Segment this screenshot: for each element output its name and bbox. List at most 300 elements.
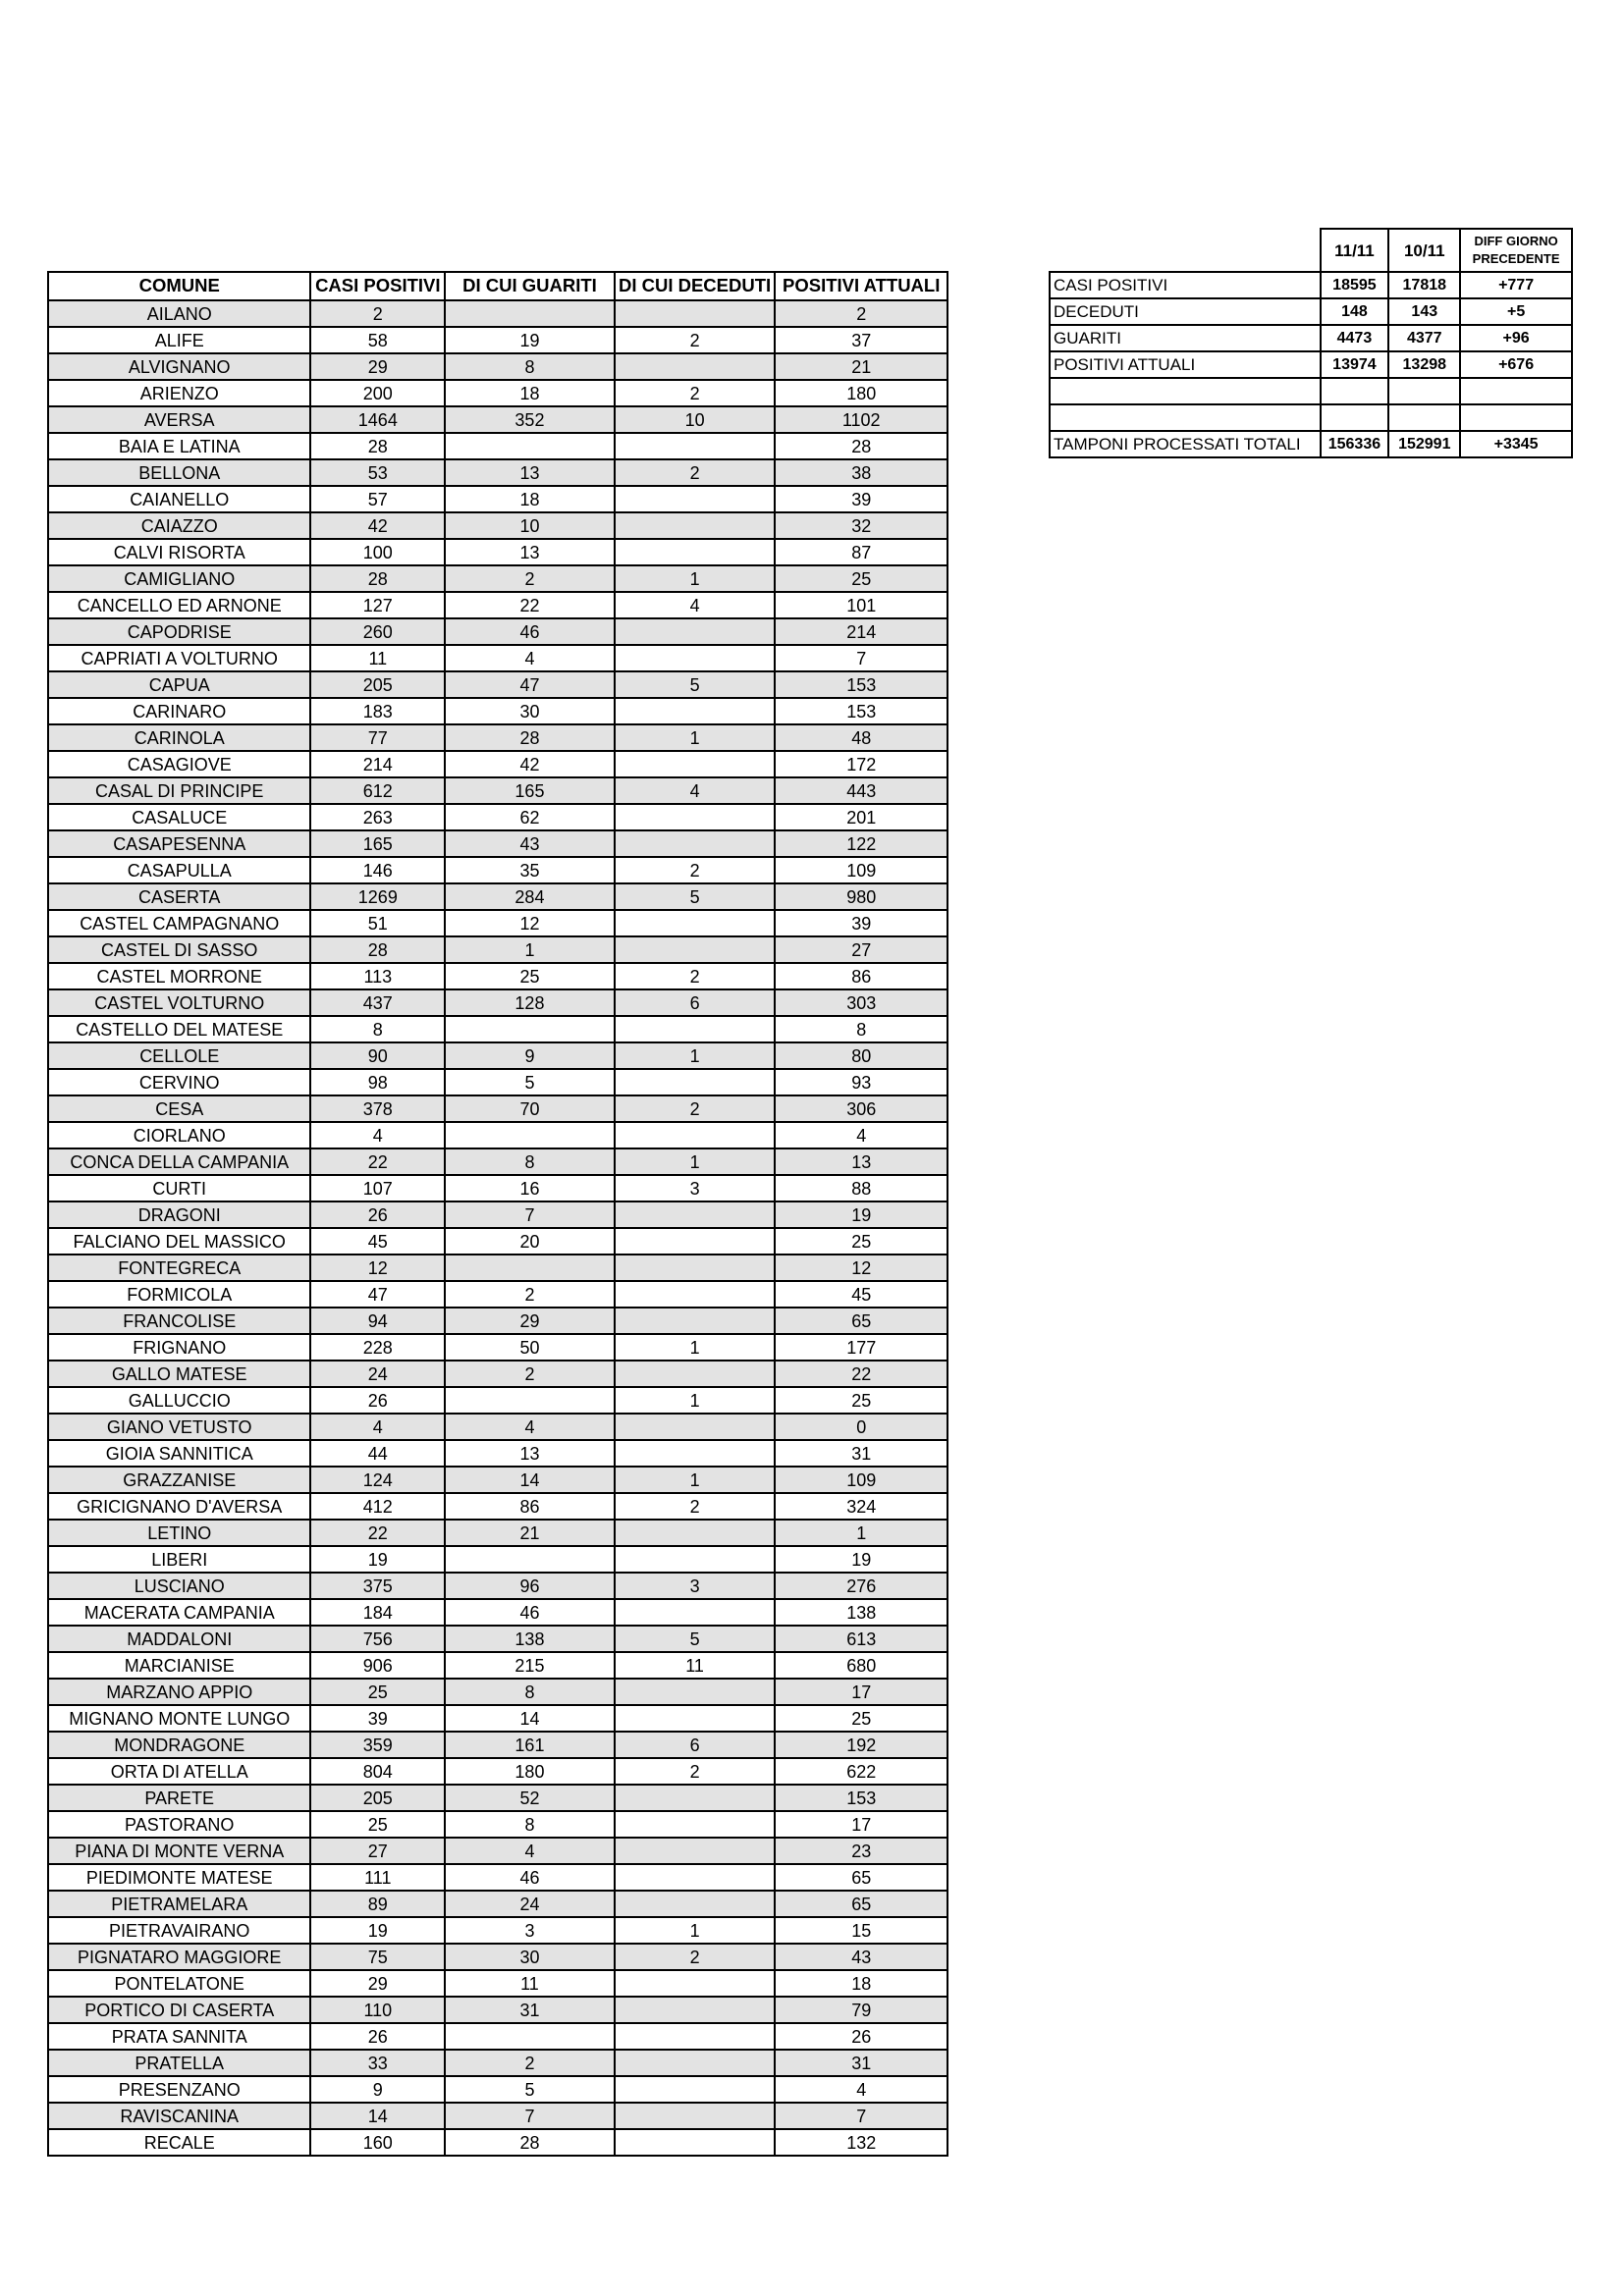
cell-guariti: 13 — [445, 539, 615, 565]
cell-deceduti — [615, 936, 776, 963]
cell-comune: PORTICO DI CASERTA — [48, 1997, 310, 2023]
summary-diff — [1460, 404, 1572, 431]
cell-comune: CASAGIOVE — [48, 751, 310, 777]
table-row — [48, 2050, 947, 2076]
cell-positivi-attuali: 613 — [775, 1626, 947, 1652]
cell-positivi-attuali: 93 — [775, 1069, 947, 1095]
summary-diff: +676 — [1460, 351, 1572, 378]
table-row — [48, 671, 947, 698]
table-row — [48, 1785, 947, 1811]
cell-casi-positivi: 12 — [310, 1255, 445, 1281]
cell-guariti: 13 — [445, 459, 615, 486]
cell-guariti: 70 — [445, 1095, 615, 1122]
cell-positivi-attuali: 122 — [775, 830, 947, 857]
cell-guariti: 4 — [445, 1414, 615, 1440]
cell-positivi-attuali: 980 — [775, 883, 947, 910]
cell-casi-positivi: 200 — [310, 380, 445, 406]
cell-deceduti — [615, 2103, 776, 2129]
summary-today: 156336 — [1321, 431, 1389, 457]
header-casi-positivi: CASI POSITIVI — [310, 272, 445, 300]
cell-comune: CAMIGLIANO — [48, 565, 310, 592]
comuni-table-body — [48, 300, 947, 2156]
table-row — [48, 698, 947, 724]
summary-row — [1050, 431, 1572, 457]
table-row — [48, 2023, 947, 2050]
cell-guariti: 5 — [445, 2076, 615, 2103]
cell-positivi-attuali: 2 — [775, 300, 947, 327]
cell-casi-positivi: 51 — [310, 910, 445, 936]
cell-positivi-attuali: 101 — [775, 592, 947, 618]
cell-casi-positivi: 110 — [310, 1997, 445, 2023]
cell-casi-positivi: 804 — [310, 1758, 445, 1785]
table-row — [48, 1493, 947, 1520]
summary-yesterday: 13298 — [1388, 351, 1460, 378]
cell-deceduti: 2 — [615, 857, 776, 883]
cell-positivi-attuali: 31 — [775, 1440, 947, 1467]
cell-comune: CASAPESENNA — [48, 830, 310, 857]
cell-deceduti — [615, 1599, 776, 1626]
cell-positivi-attuali: 25 — [775, 1387, 947, 1414]
table-row — [48, 618, 947, 645]
table-row — [48, 1732, 947, 1758]
cell-positivi-attuali: 37 — [775, 327, 947, 353]
cell-casi-positivi: 26 — [310, 2023, 445, 2050]
cell-deceduti — [615, 1281, 776, 1308]
cell-comune: GALLUCCIO — [48, 1387, 310, 1414]
cell-comune: LUSCIANO — [48, 1573, 310, 1599]
summary-row — [1050, 404, 1572, 431]
cell-comune: RAVISCANINA — [48, 2103, 310, 2129]
cell-comune: PRATELLA — [48, 2050, 310, 2076]
cell-deceduti — [615, 830, 776, 857]
table-row — [48, 963, 947, 989]
table-row — [48, 1838, 947, 1864]
cell-casi-positivi: 260 — [310, 618, 445, 645]
cell-guariti — [445, 1122, 615, 1148]
cell-deceduti — [615, 1811, 776, 1838]
table-row — [48, 1308, 947, 1334]
summary-row — [1050, 298, 1572, 325]
cell-deceduti: 4 — [615, 592, 776, 618]
cell-comune: FRIGNANO — [48, 1334, 310, 1361]
cell-guariti — [445, 2023, 615, 2050]
cell-guariti: 42 — [445, 751, 615, 777]
cell-guariti: 2 — [445, 1361, 615, 1387]
cell-guariti: 138 — [445, 1626, 615, 1652]
cell-guariti: 2 — [445, 1281, 615, 1308]
cell-comune: PARETE — [48, 1785, 310, 1811]
summary-header-row — [1050, 229, 1572, 272]
table-row — [48, 1334, 947, 1361]
header-guariti: DI CUI GUARITI — [445, 272, 615, 300]
cell-comune: MONDRAGONE — [48, 1732, 310, 1758]
cell-casi-positivi: 39 — [310, 1705, 445, 1732]
table-row — [48, 1626, 947, 1652]
cell-comune: ALVIGNANO — [48, 353, 310, 380]
cell-comune: GRICIGNANO D'AVERSA — [48, 1493, 310, 1520]
cell-positivi-attuali: 1 — [775, 1520, 947, 1546]
summary-today — [1321, 404, 1389, 431]
cell-casi-positivi: 612 — [310, 777, 445, 804]
cell-deceduti — [615, 1069, 776, 1095]
cell-guariti — [445, 1546, 615, 1573]
cell-comune: AILANO — [48, 300, 310, 327]
table-row — [48, 1281, 947, 1308]
cell-comune: CASERTA — [48, 883, 310, 910]
cell-comune: MARCIANISE — [48, 1652, 310, 1679]
cell-casi-positivi: 90 — [310, 1042, 445, 1069]
table-row — [48, 1016, 947, 1042]
cell-positivi-attuali: 79 — [775, 1997, 947, 2023]
cell-comune: CASAPULLA — [48, 857, 310, 883]
table-row — [48, 1148, 947, 1175]
summary-header-today: 11/11 — [1321, 229, 1389, 272]
summary-yesterday: 4377 — [1388, 325, 1460, 351]
cell-positivi-attuali: 32 — [775, 512, 947, 539]
cell-deceduti — [615, 2076, 776, 2103]
cell-deceduti — [615, 1520, 776, 1546]
table-row — [48, 645, 947, 671]
cell-positivi-attuali: 138 — [775, 1599, 947, 1626]
cell-positivi-attuali: 23 — [775, 1838, 947, 1864]
cell-guariti: 46 — [445, 1599, 615, 1626]
cell-comune: CASALUCE — [48, 804, 310, 830]
cell-casi-positivi: 75 — [310, 1944, 445, 1970]
cell-casi-positivi: 111 — [310, 1864, 445, 1891]
cell-comune: PIEDIMONTE MATESE — [48, 1864, 310, 1891]
cell-comune: GIOIA SANNITICA — [48, 1440, 310, 1467]
header-comune: COMUNE — [48, 272, 310, 300]
cell-guariti — [445, 300, 615, 327]
table-row — [48, 1944, 947, 1970]
cell-casi-positivi: 4 — [310, 1414, 445, 1440]
cell-deceduti — [615, 1785, 776, 1811]
cell-deceduti: 1 — [615, 1467, 776, 1493]
cell-positivi-attuali: 153 — [775, 1785, 947, 1811]
summary-label: CASI POSITIVI — [1050, 272, 1321, 298]
cell-comune: PIANA DI MONTE VERNA — [48, 1838, 310, 1864]
cell-positivi-attuali: 12 — [775, 1255, 947, 1281]
cell-comune: CANCELLO ED ARNONE — [48, 592, 310, 618]
cell-comune: PIGNATARO MAGGIORE — [48, 1944, 310, 1970]
cell-deceduti — [615, 539, 776, 565]
summary-today: 4473 — [1321, 325, 1389, 351]
cell-guariti: 14 — [445, 1705, 615, 1732]
cell-positivi-attuali: 15 — [775, 1917, 947, 1944]
cell-deceduti: 5 — [615, 883, 776, 910]
cell-positivi-attuali: 88 — [775, 1175, 947, 1201]
cell-positivi-attuali: 172 — [775, 751, 947, 777]
cell-positivi-attuali: 21 — [775, 353, 947, 380]
cell-deceduti — [615, 1997, 776, 2023]
summary-yesterday: 152991 — [1388, 431, 1460, 457]
cell-comune: PIETRAVAIRANO — [48, 1917, 310, 1944]
cell-guariti — [445, 1255, 615, 1281]
cell-casi-positivi: 378 — [310, 1095, 445, 1122]
cell-casi-positivi: 124 — [310, 1467, 445, 1493]
cell-deceduti — [615, 645, 776, 671]
cell-casi-positivi: 228 — [310, 1334, 445, 1361]
cell-casi-positivi: 412 — [310, 1493, 445, 1520]
cell-positivi-attuali: 132 — [775, 2129, 947, 2156]
cell-comune: FONTEGRECA — [48, 1255, 310, 1281]
cell-positivi-attuali: 7 — [775, 2103, 947, 2129]
cell-positivi-attuali: 19 — [775, 1546, 947, 1573]
cell-positivi-attuali: 7 — [775, 645, 947, 671]
cell-deceduti: 2 — [615, 459, 776, 486]
cell-guariti: 96 — [445, 1573, 615, 1599]
cell-casi-positivi: 28 — [310, 433, 445, 459]
cell-positivi-attuali: 31 — [775, 2050, 947, 2076]
cell-guariti: 4 — [445, 1838, 615, 1864]
cell-guariti: 9 — [445, 1042, 615, 1069]
table-row — [48, 486, 947, 512]
table-row — [48, 327, 947, 353]
cell-deceduti: 1 — [615, 1334, 776, 1361]
cell-casi-positivi: 375 — [310, 1573, 445, 1599]
cell-positivi-attuali: 4 — [775, 1122, 947, 1148]
table-row — [48, 989, 947, 1016]
cell-comune: LIBERI — [48, 1546, 310, 1573]
cell-comune: GIANO VETUSTO — [48, 1414, 310, 1440]
cell-casi-positivi: 22 — [310, 1520, 445, 1546]
cell-positivi-attuali: 8 — [775, 1016, 947, 1042]
summary-table-body — [1050, 272, 1572, 457]
cell-guariti: 7 — [445, 2103, 615, 2129]
cell-positivi-attuali: 214 — [775, 618, 947, 645]
summary-diff: +777 — [1460, 272, 1572, 298]
cell-deceduti — [615, 1440, 776, 1467]
summary-diff: +3345 — [1460, 431, 1572, 457]
summary-row — [1050, 378, 1572, 404]
cell-deceduti — [615, 1361, 776, 1387]
cell-guariti: 16 — [445, 1175, 615, 1201]
table-row — [48, 459, 947, 486]
table-row — [48, 1440, 947, 1467]
table-row — [48, 1122, 947, 1148]
cell-deceduti — [615, 1414, 776, 1440]
cell-comune: GRAZZANISE — [48, 1467, 310, 1493]
cell-deceduti: 1 — [615, 565, 776, 592]
cell-positivi-attuali: 27 — [775, 936, 947, 963]
cell-positivi-attuali: 201 — [775, 804, 947, 830]
cell-deceduti: 1 — [615, 1042, 776, 1069]
cell-guariti: 50 — [445, 1334, 615, 1361]
cell-casi-positivi: 9 — [310, 2076, 445, 2103]
cell-casi-positivi: 29 — [310, 353, 445, 380]
cell-deceduti — [615, 1864, 776, 1891]
cell-guariti: 31 — [445, 1997, 615, 2023]
cell-deceduti: 1 — [615, 1917, 776, 1944]
cell-guariti: 3 — [445, 1917, 615, 1944]
cell-deceduti — [615, 1891, 776, 1917]
cell-guariti: 29 — [445, 1308, 615, 1334]
summary-label: GUARITI — [1050, 325, 1321, 351]
cell-casi-positivi: 94 — [310, 1308, 445, 1334]
cell-positivi-attuali: 192 — [775, 1732, 947, 1758]
cell-positivi-attuali: 306 — [775, 1095, 947, 1122]
table-row — [48, 1546, 947, 1573]
cell-comune: CASTEL CAMPAGNANO — [48, 910, 310, 936]
cell-positivi-attuali: 65 — [775, 1308, 947, 1334]
cell-deceduti — [615, 804, 776, 830]
cell-casi-positivi: 98 — [310, 1069, 445, 1095]
cell-positivi-attuali: 87 — [775, 539, 947, 565]
cell-casi-positivi: 100 — [310, 539, 445, 565]
cell-guariti — [445, 1016, 615, 1042]
cell-guariti: 2 — [445, 2050, 615, 2076]
cell-deceduti: 2 — [615, 963, 776, 989]
cell-guariti: 35 — [445, 857, 615, 883]
table-row — [48, 300, 947, 327]
cell-guariti — [445, 1387, 615, 1414]
cell-comune: PONTELATONE — [48, 1970, 310, 1997]
summary-diff: +96 — [1460, 325, 1572, 351]
cell-guariti: 1 — [445, 936, 615, 963]
cell-deceduti: 5 — [615, 1626, 776, 1652]
summary-diff — [1460, 378, 1572, 404]
summary-yesterday: 143 — [1388, 298, 1460, 325]
cell-guariti: 52 — [445, 1785, 615, 1811]
cell-deceduti — [615, 353, 776, 380]
cell-guariti: 180 — [445, 1758, 615, 1785]
table-row — [48, 1042, 947, 1069]
comuni-table-header-row — [48, 272, 947, 300]
summary-header-diff: DIFF GIORNO PRECEDENTE — [1460, 229, 1572, 272]
cell-casi-positivi: 183 — [310, 698, 445, 724]
cell-guariti: 12 — [445, 910, 615, 936]
cell-comune: CAIAZZO — [48, 512, 310, 539]
cell-comune: CARINOLA — [48, 724, 310, 751]
table-row — [48, 1387, 947, 1414]
cell-casi-positivi: 756 — [310, 1626, 445, 1652]
cell-casi-positivi: 42 — [310, 512, 445, 539]
cell-guariti: 8 — [445, 1148, 615, 1175]
cell-deceduti: 10 — [615, 406, 776, 433]
cell-positivi-attuali: 13 — [775, 1148, 947, 1175]
cell-deceduti — [615, 1970, 776, 1997]
cell-guariti: 30 — [445, 698, 615, 724]
cell-comune: PIETRAMELARA — [48, 1891, 310, 1917]
cell-deceduti: 3 — [615, 1175, 776, 1201]
summary-row — [1050, 351, 1572, 378]
cell-casi-positivi: 184 — [310, 1599, 445, 1626]
cell-casi-positivi: 33 — [310, 2050, 445, 2076]
cell-deceduti: 11 — [615, 1652, 776, 1679]
cell-guariti: 22 — [445, 592, 615, 618]
table-row — [48, 1758, 947, 1785]
table-row — [48, 565, 947, 592]
cell-comune: MACERATA CAMPANIA — [48, 1599, 310, 1626]
table-row — [48, 2076, 947, 2103]
cell-deceduti — [615, 2023, 776, 2050]
cell-comune: CONCA DELLA CAMPANIA — [48, 1148, 310, 1175]
cell-comune: LETINO — [48, 1520, 310, 1546]
cell-deceduti: 6 — [615, 1732, 776, 1758]
cell-deceduti: 4 — [615, 777, 776, 804]
table-row — [48, 592, 947, 618]
table-row — [48, 804, 947, 830]
summary-yesterday: 17818 — [1388, 272, 1460, 298]
summary-header-blank — [1050, 229, 1321, 272]
cell-casi-positivi: 1269 — [310, 883, 445, 910]
summary-row — [1050, 272, 1572, 298]
cell-casi-positivi: 14 — [310, 2103, 445, 2129]
cell-comune: BAIA E LATINA — [48, 433, 310, 459]
cell-comune: CALVI RISORTA — [48, 539, 310, 565]
cell-comune: BELLONA — [48, 459, 310, 486]
cell-casi-positivi: 113 — [310, 963, 445, 989]
cell-deceduti: 2 — [615, 1944, 776, 1970]
cell-guariti: 28 — [445, 2129, 615, 2156]
cell-casi-positivi: 205 — [310, 1785, 445, 1811]
cell-comune: AVERSA — [48, 406, 310, 433]
cell-casi-positivi: 28 — [310, 936, 445, 963]
cell-casi-positivi: 89 — [310, 1891, 445, 1917]
cell-guariti: 24 — [445, 1891, 615, 1917]
cell-guariti: 46 — [445, 1864, 615, 1891]
cell-comune: CASAL DI PRINCIPE — [48, 777, 310, 804]
cell-deceduti: 3 — [615, 1573, 776, 1599]
cell-comune: FORMICOLA — [48, 1281, 310, 1308]
cell-deceduti: 5 — [615, 671, 776, 698]
cell-casi-positivi: 47 — [310, 1281, 445, 1308]
cell-casi-positivi: 107 — [310, 1175, 445, 1201]
summary-today: 18595 — [1321, 272, 1389, 298]
cell-guariti: 13 — [445, 1440, 615, 1467]
cell-positivi-attuali: 1102 — [775, 406, 947, 433]
cell-casi-positivi: 45 — [310, 1228, 445, 1255]
cell-deceduti — [615, 486, 776, 512]
cell-deceduti: 2 — [615, 380, 776, 406]
cell-comune: CAPODRISE — [48, 618, 310, 645]
cell-casi-positivi: 27 — [310, 1838, 445, 1864]
cell-guariti: 10 — [445, 512, 615, 539]
table-row — [48, 1679, 947, 1705]
cell-comune: CESA — [48, 1095, 310, 1122]
cell-deceduti — [615, 1228, 776, 1255]
cell-deceduti — [615, 1122, 776, 1148]
table-row — [48, 1095, 947, 1122]
cell-casi-positivi: 25 — [310, 1679, 445, 1705]
summary-label: TAMPONI PROCESSATI TOTALI — [1050, 431, 1321, 457]
cell-deceduti — [615, 300, 776, 327]
cell-comune: MARZANO APPIO — [48, 1679, 310, 1705]
cell-guariti: 19 — [445, 327, 615, 353]
cell-comune: CERVINO — [48, 1069, 310, 1095]
cell-deceduti — [615, 1308, 776, 1334]
cell-guariti: 8 — [445, 1679, 615, 1705]
cell-positivi-attuali: 180 — [775, 380, 947, 406]
cell-guariti: 5 — [445, 1069, 615, 1095]
cell-deceduti — [615, 618, 776, 645]
cell-comune: MADDALONI — [48, 1626, 310, 1652]
summary-today: 148 — [1321, 298, 1389, 325]
cell-guariti: 8 — [445, 353, 615, 380]
cell-casi-positivi: 19 — [310, 1917, 445, 1944]
cell-guariti: 62 — [445, 804, 615, 830]
summary-header-yesterday: 10/11 — [1388, 229, 1460, 272]
cell-positivi-attuali: 28 — [775, 433, 947, 459]
cell-casi-positivi: 359 — [310, 1732, 445, 1758]
cell-positivi-attuali: 680 — [775, 1652, 947, 1679]
table-row — [48, 1228, 947, 1255]
summary-label — [1050, 378, 1321, 404]
table-row — [48, 830, 947, 857]
table-row — [48, 433, 947, 459]
table-row — [48, 1652, 947, 1679]
cell-deceduti: 2 — [615, 1758, 776, 1785]
